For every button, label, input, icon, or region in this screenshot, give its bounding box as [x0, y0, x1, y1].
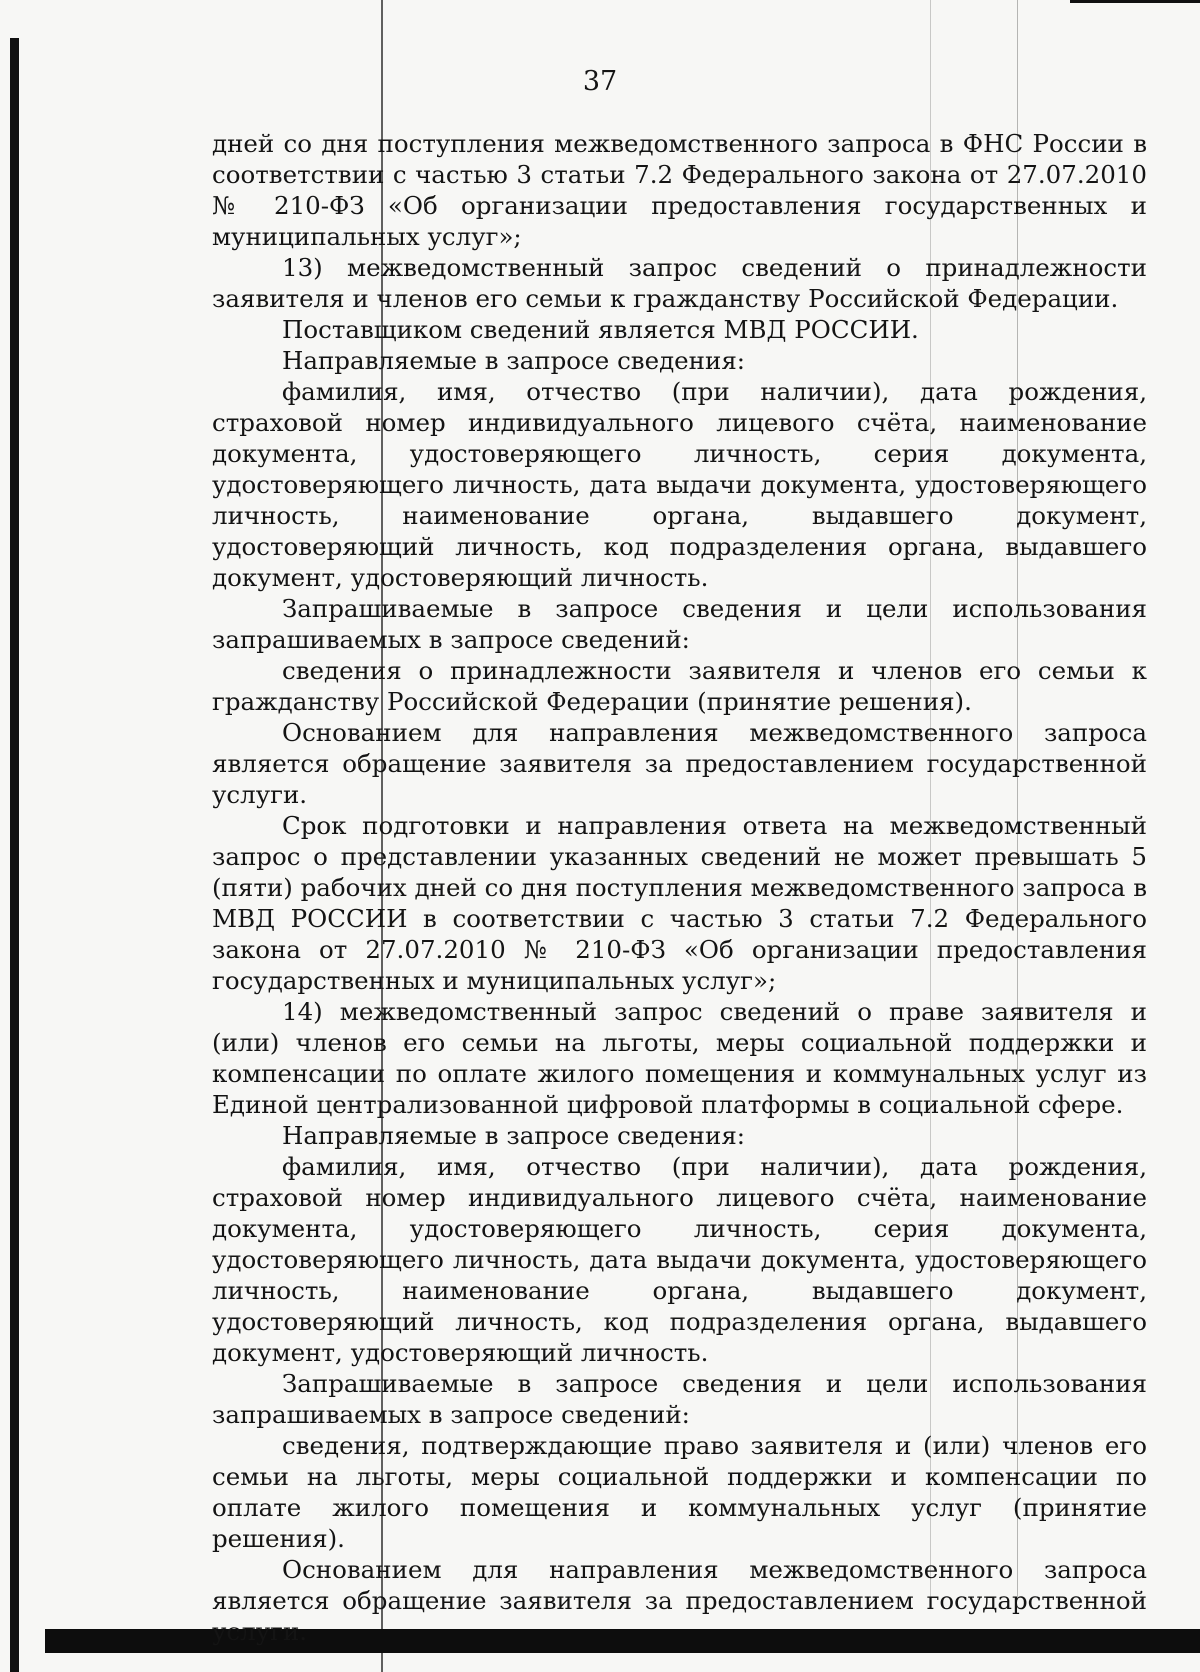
paragraph: 13) межведомственный запрос сведений о принадлежности заявителя и членов его семьи к гражданству Российской Федерации.	[212, 253, 1147, 313]
paragraph: Запрашиваемые в запросе сведения и цели использования запрашиваемых в запросе сведений:	[212, 594, 1147, 654]
paragraph: Направляемые в запросе сведения:	[282, 346, 746, 375]
paragraph: сведения, подтверждающие право заявителя и (или) членов его семьи на льготы, меры социальной поддержки и компенсации по оплате жилого помещения и коммунальных услуг (принятие решения).	[212, 1431, 1147, 1553]
paragraph: дней со дня поступления межведомственного запроса в ФНС России в соответствии с частью 3 статьи 7.2 Федерального закона от 27.07.2010 № 210-ФЗ «Об организации предоставления государственных и муниципальных услуг»;	[212, 129, 1147, 251]
paragraph: Срок подготовки и направления ответа на межведомственный запрос о представлении указанных сведений не может превышать 5 (пяти) рабочих дней со дня поступления межведомственного запроса в МВД РОССИИ в соответствии с частью 3 статьи 7.2 Федерального закона от 27.07.2010 № 210-ФЗ «Об организации предоставления государственных и муниципальных услуг»;	[212, 811, 1147, 995]
scan-border-left	[10, 38, 19, 1672]
document-body	[212, 128, 1147, 1647]
paragraph: Основанием для направления межведомственного запроса является обращение заявителя за предоставлением государственной услуги.	[212, 1555, 1147, 1646]
paragraph: сведения о принадлежности заявителя и членов его семьи к гражданству Российской Федерации (принятие решения).	[212, 656, 1147, 716]
paragraph: Направляемые в запросе сведения:	[282, 1121, 746, 1150]
scan-edge-top	[1070, 0, 1200, 3]
paragraph: Запрашиваемые в запросе сведения и цели использования запрашиваемых в запросе сведений:	[212, 1369, 1147, 1429]
paragraph: фамилия, имя, отчество (при наличии), дата рождения, страховой номер индивидуального лицевого счёта, наименование документа, удостоверяющего личность, серия документа, удостоверяющего личность, дата выдачи документа, удостоверяющего личность, наименование органа, выдавшего документ, удостоверяющий личность, код подразделения органа, выдавшего документ, удостоверяющий личность.	[212, 1152, 1147, 1367]
paragraph: фамилия, имя, отчество (при наличии), дата рождения, страховой номер индивидуального лицевого счёта, наименование документа, удостоверяющего личность, серия документа, удостоверяющего личность, дата выдачи документа, удостоверяющего личность, наименование органа, выдавшего документ, удостоверяющий личность, код подразделения органа, выдавшего документ, удостоверяющий личность.	[212, 377, 1147, 592]
paragraph: Поставщиком сведений является МВД РОССИИ.	[282, 315, 919, 344]
page-number: 37	[582, 66, 618, 97]
paragraph: Основанием для направления межведомственного запроса является обращение заявителя за предоставлением государственной услуги.	[212, 718, 1147, 809]
paragraph: 14) межведомственный запрос сведений о праве заявителя и (или) членов его семьи на льготы, меры социальной поддержки и компенсации по оплате жилого помещения и коммунальных услуг из Единой централизованной цифровой платформы в социальной сфере.	[212, 997, 1147, 1119]
